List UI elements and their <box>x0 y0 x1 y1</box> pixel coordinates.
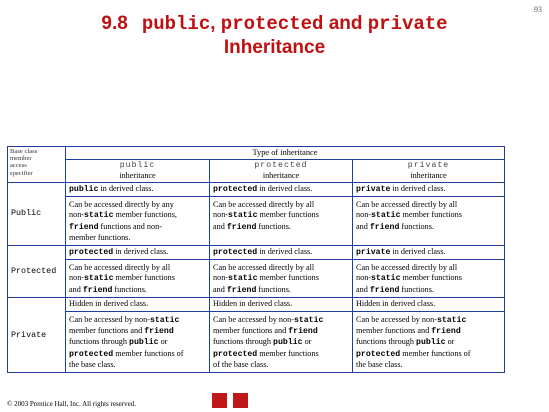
cell-text: member functions <box>400 273 462 283</box>
cell-text: and <box>356 284 370 294</box>
inheritance-table <box>7 146 505 373</box>
footer-square-left <box>212 393 227 408</box>
cell-text: member functions. <box>69 233 131 243</box>
table-cell <box>353 245 505 298</box>
cell-text: Can be accessed by non- <box>213 314 294 324</box>
cell-text: in derived class. <box>257 246 313 256</box>
cell-text: member functions <box>400 210 462 220</box>
type-of-inheritance-header: Type of inheritance <box>66 147 505 160</box>
cell-line <box>213 210 349 221</box>
table-cell <box>210 298 353 372</box>
cell-text: and <box>356 221 370 231</box>
cell-line <box>213 326 349 337</box>
cell-line <box>69 315 206 326</box>
cell-text: in derived class. <box>390 246 446 256</box>
cell-line <box>69 263 206 273</box>
code-keyword: protected <box>213 184 258 194</box>
code-keyword: protected <box>69 247 114 257</box>
page-number: 93 <box>534 5 542 14</box>
code-keyword: friend <box>69 222 99 232</box>
code-keyword: private <box>356 247 391 257</box>
code-keyword: public <box>69 184 99 194</box>
cell-text: functions through <box>213 337 274 347</box>
cell-text: or <box>302 337 312 347</box>
cell-text: Can be accessed by non- <box>356 314 437 324</box>
cell-text: Can be accessed directly by all <box>356 200 458 209</box>
corner-header: Base class member access specifier <box>8 147 66 183</box>
cell-text: non- <box>356 210 372 220</box>
section-number: 9.8 <box>101 13 128 34</box>
table-cell <box>66 245 210 298</box>
cell-line <box>356 263 501 273</box>
cell-line <box>353 299 504 311</box>
cell-text: and <box>213 221 227 231</box>
cell-line <box>69 326 206 337</box>
column-header-suffix: inheritance <box>410 171 447 180</box>
column-header-private <box>353 160 505 182</box>
row-label: Protected <box>8 245 66 298</box>
code-keyword: protected <box>69 349 114 359</box>
code-keyword: public <box>416 338 446 348</box>
cell-line <box>353 247 504 260</box>
table-cell <box>210 182 353 245</box>
cell-line <box>69 200 206 210</box>
cell-text: and <box>69 284 83 294</box>
code-keyword: friend <box>144 327 174 337</box>
cell-line <box>69 349 206 360</box>
code-keyword: friend <box>82 285 113 295</box>
title-kw-protected: protected <box>220 13 324 35</box>
row-label: Public <box>8 182 66 245</box>
column-header-keyword: protected <box>254 161 308 171</box>
cell-line <box>213 273 349 284</box>
cell-line <box>66 184 209 197</box>
cell-text: functions. <box>112 284 147 294</box>
cell-text: functions through <box>69 337 130 347</box>
cell-text: Can be accessed directly by all <box>213 200 315 209</box>
cell-text: non- <box>213 273 229 283</box>
title-line-2: Inheritance <box>223 37 326 58</box>
cell-line <box>213 315 349 326</box>
cell-text: functions and non- <box>98 221 162 231</box>
cell-text: in derived class. <box>257 183 313 193</box>
title-and: and <box>323 13 368 34</box>
cell-text: non- <box>69 210 85 220</box>
table-cell <box>66 182 210 245</box>
cell-line <box>213 285 349 296</box>
cell-line <box>69 285 206 296</box>
code-keyword: friend <box>369 222 400 232</box>
cell-line <box>213 360 349 370</box>
cell-text: functions through <box>356 337 417 347</box>
code-keyword: public <box>129 338 159 348</box>
code-keyword: static <box>149 315 180 325</box>
code-keyword: friend <box>226 285 257 295</box>
cell-line <box>69 337 206 348</box>
cell-text: Hidden in derived class. <box>69 299 149 309</box>
cell-text: Can be accessed directly by any <box>69 200 174 209</box>
cell-line <box>210 299 352 311</box>
cell-line <box>356 315 501 326</box>
table-row <box>8 182 505 245</box>
footer-square-right <box>233 393 248 408</box>
cell-text: or <box>445 337 455 347</box>
cell-text: member functions <box>257 210 319 220</box>
column-header-suffix: inheritance <box>262 171 300 180</box>
column-header-suffix: inheritance <box>119 171 156 180</box>
title-kw-private: private <box>367 13 448 35</box>
title-line-1 <box>0 12 549 36</box>
cell-text: member functions and <box>69 326 145 336</box>
cell-text: Can be accessed directly by all <box>213 263 315 273</box>
code-keyword: static <box>436 315 467 325</box>
cell-line <box>210 184 352 197</box>
table-row <box>8 245 505 298</box>
cell-line <box>213 222 349 233</box>
cell-text: member functions and <box>213 326 289 336</box>
table-cell <box>353 182 505 245</box>
cell-text: functions. <box>399 221 434 231</box>
cell-line <box>356 349 501 360</box>
cell-text: member functions of <box>400 348 471 358</box>
title-kw-public: public <box>141 13 211 35</box>
code-keyword: static <box>84 211 114 221</box>
cell-line <box>213 263 349 273</box>
cell-text: the base class. <box>69 360 116 370</box>
cell-text: in derived class. <box>390 183 446 193</box>
cell-line <box>69 210 206 221</box>
cell-line <box>356 326 501 337</box>
cell-text: non- <box>69 273 85 283</box>
cell-text: Can be accessed directly by all <box>356 263 458 273</box>
cell-line <box>356 200 501 210</box>
code-keyword: static <box>293 315 324 325</box>
cell-line <box>69 233 206 243</box>
cell-text: in derived class. <box>113 246 169 256</box>
cell-text: member functions, <box>113 210 177 220</box>
cell-line <box>213 200 349 210</box>
column-header-keyword: public <box>119 161 156 171</box>
cell-line <box>356 273 501 284</box>
cell-text: member functions <box>113 273 175 283</box>
code-keyword: friend <box>431 327 461 337</box>
code-keyword: friend <box>288 327 318 337</box>
cell-line <box>353 184 504 197</box>
code-keyword: protected <box>356 349 401 359</box>
cell-text: non- <box>213 210 229 220</box>
column-header-protected <box>210 160 353 182</box>
cell-line <box>69 360 206 370</box>
code-keyword: static <box>228 211 258 221</box>
cell-line <box>213 349 349 360</box>
cell-line <box>66 299 209 311</box>
column-header-public <box>66 160 210 182</box>
cell-text: Can be accessed directly by all <box>69 263 171 273</box>
cell-text: member functions <box>257 348 319 358</box>
code-keyword: private <box>356 184 391 194</box>
code-keyword: static <box>371 274 401 284</box>
code-keyword: friend <box>369 285 400 295</box>
copyright-footer: © 2003 Prentice Hall, Inc. All rights reserved. <box>7 400 136 408</box>
code-keyword: protected <box>213 349 258 359</box>
cell-line <box>356 210 501 221</box>
cell-text: member functions <box>257 273 319 283</box>
table-cell <box>353 298 505 372</box>
cell-line <box>356 360 501 370</box>
code-keyword: friend <box>226 222 257 232</box>
column-header-keyword: private <box>407 161 450 171</box>
cell-text: of the base class. <box>213 360 269 370</box>
cell-text: Can be accessed by non- <box>69 314 150 324</box>
table-cell <box>210 245 353 298</box>
cell-text: member functions of <box>113 348 184 358</box>
cell-line <box>356 222 501 233</box>
cell-text: Hidden in derived class. <box>356 299 436 309</box>
cell-text: and <box>213 284 227 294</box>
cell-text: in derived class. <box>98 183 154 193</box>
code-keyword: static <box>371 211 401 221</box>
slide-title <box>0 12 549 60</box>
code-keyword: public <box>273 338 303 348</box>
code-keyword: static <box>228 274 258 284</box>
table-row <box>8 298 505 372</box>
row-label: Private <box>8 298 66 372</box>
cell-line <box>66 247 209 260</box>
cell-text: the base class. <box>356 360 403 370</box>
cell-text: member functions and <box>356 326 432 336</box>
cell-line <box>210 247 352 260</box>
cell-text: functions. <box>399 284 434 294</box>
code-keyword: static <box>84 274 114 284</box>
table-cell <box>66 298 210 372</box>
cell-line <box>356 337 501 348</box>
cell-text: functions. <box>256 221 291 231</box>
cell-text: or <box>158 337 168 347</box>
cell-text: Hidden in derived class. <box>213 299 293 309</box>
cell-line <box>69 222 206 233</box>
cell-text: non- <box>356 273 372 283</box>
cell-line <box>213 337 349 348</box>
cell-line <box>69 273 206 284</box>
cell-text: functions. <box>256 284 291 294</box>
title-comma: , <box>210 13 221 34</box>
cell-line <box>356 285 501 296</box>
code-keyword: protected <box>213 247 258 257</box>
